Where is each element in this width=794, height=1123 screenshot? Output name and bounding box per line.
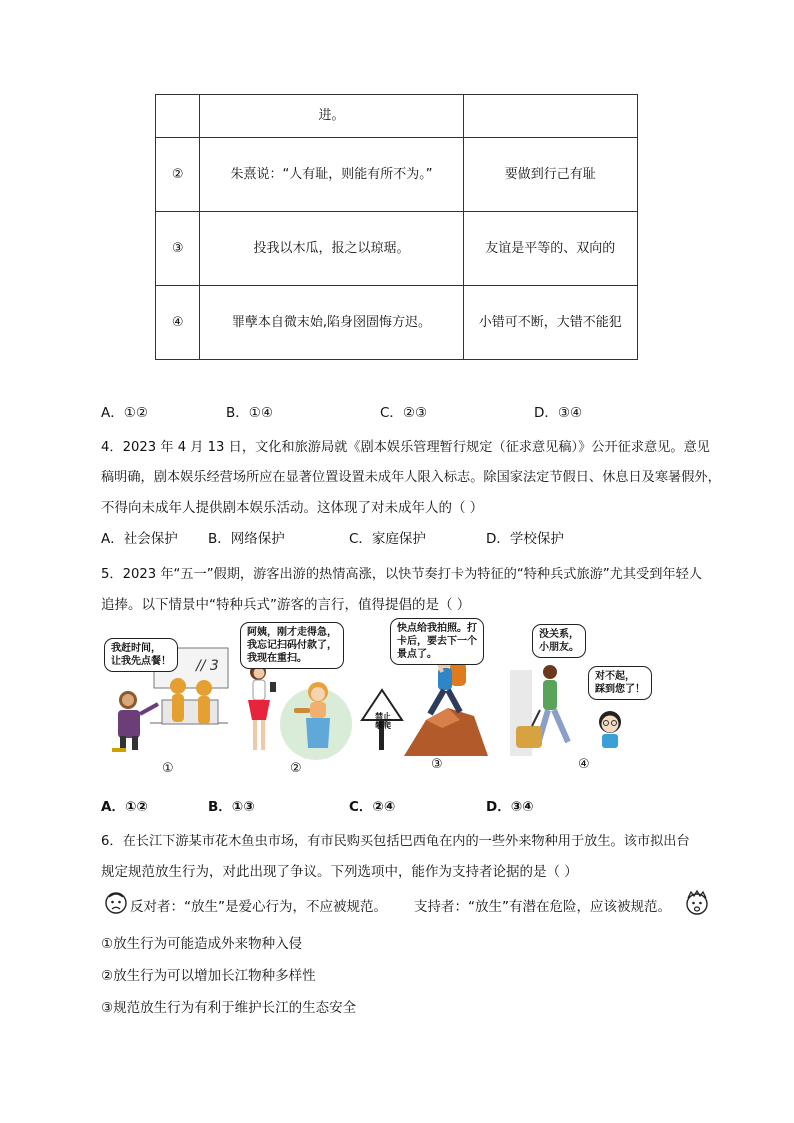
bubble-line: 小朋友。 bbox=[539, 642, 579, 653]
scene-4-child-speech-bubble bbox=[588, 666, 652, 700]
bubble-line: 我赶时间， bbox=[111, 643, 161, 654]
q6-stem-line1: 6．在长江下游某市花木鱼虫市场，有市民购买包括巴西龟在内的一些外来物种用于放生。该市拟出台 bbox=[101, 834, 690, 849]
scene-3-label: ③ bbox=[431, 757, 443, 772]
q5-option-c[interactable]: C．②④ bbox=[349, 799, 396, 815]
bubble-line: 对不起， bbox=[595, 671, 635, 682]
bubble-line: 卡后，要去下一个 bbox=[397, 636, 477, 647]
scene-2-speech-bubble bbox=[240, 622, 344, 669]
q4-option-d[interactable]: D．学校保护 bbox=[486, 531, 564, 547]
q5-option-a[interactable]: A．①② bbox=[101, 799, 148, 815]
row-meaning bbox=[463, 95, 637, 138]
supporter-face-drawing bbox=[683, 889, 711, 917]
q4-option-a[interactable]: A．社会保护 bbox=[101, 531, 178, 547]
bubble-line: 让我先点餐！ bbox=[111, 656, 171, 667]
row-number: ② bbox=[156, 138, 200, 212]
q4-option-c[interactable]: C．家庭保护 bbox=[349, 531, 426, 547]
q3-option-a[interactable]: A．①② bbox=[101, 405, 148, 421]
bubble-line: 没关系， bbox=[539, 629, 579, 640]
no-climbing-sign bbox=[370, 712, 396, 730]
scene-3-illustration bbox=[356, 616, 506, 758]
row-quote: 朱熹说：“人有耻，则能有所不为。” bbox=[200, 138, 463, 212]
scene-4-label: ④ bbox=[578, 757, 590, 772]
sign-line: 攀爬 bbox=[375, 721, 391, 730]
q6-statement-2: ②放生行为可以增加长江物种多样性 bbox=[101, 968, 316, 984]
quote-table bbox=[155, 94, 638, 360]
opponent-statement: 反对者：“放生”是爱心行为，不应被规范。 bbox=[130, 899, 387, 915]
table-row bbox=[156, 138, 638, 212]
bubble-line: 踩到您了！ bbox=[595, 684, 645, 695]
bubble-line: 景点了。 bbox=[397, 649, 437, 660]
scene-1-label: ① bbox=[162, 761, 174, 776]
q3-option-d[interactable]: D．③④ bbox=[534, 405, 583, 421]
supporter-statement: 支持者：“放生”有潜在危险，应该被规范。 bbox=[414, 899, 671, 915]
table-row bbox=[156, 286, 638, 360]
bubble-line: 快点给我拍照。打 bbox=[397, 623, 477, 634]
row-meaning: 友谊是平等的、双向的 bbox=[463, 212, 637, 286]
sign-line: 禁止 bbox=[375, 712, 391, 721]
row-quote: 投我以木瓜，报之以琼琚。 bbox=[200, 212, 463, 286]
bubble-line: 我现在重扫。 bbox=[247, 653, 307, 664]
q5-option-b[interactable]: B．①③ bbox=[208, 799, 255, 815]
svg-text:// 3: // 3 bbox=[196, 658, 219, 674]
scene-1-illustration bbox=[100, 628, 230, 758]
q4-stem-line2: 稿明确，剧本娱乐经营场所应在显著位置设置未成年人限入标志。除国家法定节假日、休息日及寒暑假外， bbox=[101, 470, 721, 485]
q4-option-b[interactable]: B．网络保护 bbox=[208, 531, 285, 547]
row-meaning: 小错可不断，大错不能犯 bbox=[463, 286, 637, 360]
row-number: ④ bbox=[156, 286, 200, 360]
supporter-face-icon bbox=[683, 889, 711, 917]
row-meaning: 要做到行己有耻 bbox=[463, 138, 637, 212]
opponent-face-drawing bbox=[103, 890, 129, 916]
q3-option-c[interactable]: C．②③ bbox=[380, 405, 428, 421]
opponent-face-icon bbox=[103, 890, 129, 916]
q6-statement-1: ①放生行为可能造成外来物种入侵 bbox=[101, 936, 303, 952]
q5-option-d[interactable]: D．③④ bbox=[486, 799, 534, 815]
table-row bbox=[156, 95, 638, 138]
scene-2-illustration bbox=[234, 620, 354, 760]
q6-statement-3: ③规范放生行为有利于维护长江的生态安全 bbox=[101, 1000, 357, 1016]
bubble-line: 阿姨，刚才走得急， bbox=[247, 627, 337, 638]
row-quote: 进。 bbox=[200, 95, 463, 138]
q6-stem-line2: 规定规范放生行为，对此出现了争议。下列选项中，能作为支持者论据的是（ ） bbox=[101, 864, 578, 880]
bubble-line: 我忘记扫码付款了， bbox=[247, 640, 337, 651]
q4-stem-line3: 不得向未成年人提供剧本娱乐活动。这体现了对未成年人的（ ） bbox=[101, 500, 484, 516]
row-number bbox=[156, 95, 200, 138]
q5-stem-line2: 追捧。以下情景中“特种兵式”游客的言行，值得提倡的是（ ） bbox=[101, 597, 471, 613]
row-quote: 罪孽本自微末始,陷身囹圄悔方迟。 bbox=[200, 286, 463, 360]
scene-2-label: ② bbox=[290, 761, 302, 776]
row-number: ③ bbox=[156, 212, 200, 286]
scene-4-speech-bubble bbox=[532, 624, 586, 658]
q3-option-b[interactable]: B．①④ bbox=[226, 405, 273, 421]
table-row bbox=[156, 212, 638, 286]
scene-1-speech-bubble bbox=[104, 638, 178, 672]
scene-4-illustration bbox=[510, 620, 660, 758]
scene-3-speech-bubble bbox=[390, 618, 484, 665]
q4-stem-line1: 4．2023 年 4 月 13 日，文化和旅游局就《剧本娱乐管理暂行规定（征求意见稿）》公开征求意见。意见 bbox=[101, 440, 710, 455]
q5-stem-line1: 5．2023 年“五一”假期，游客出游的热情高涨，以快节奏打卡为特征的“特种兵式旅游”尤其受到年轻人 bbox=[101, 567, 702, 582]
